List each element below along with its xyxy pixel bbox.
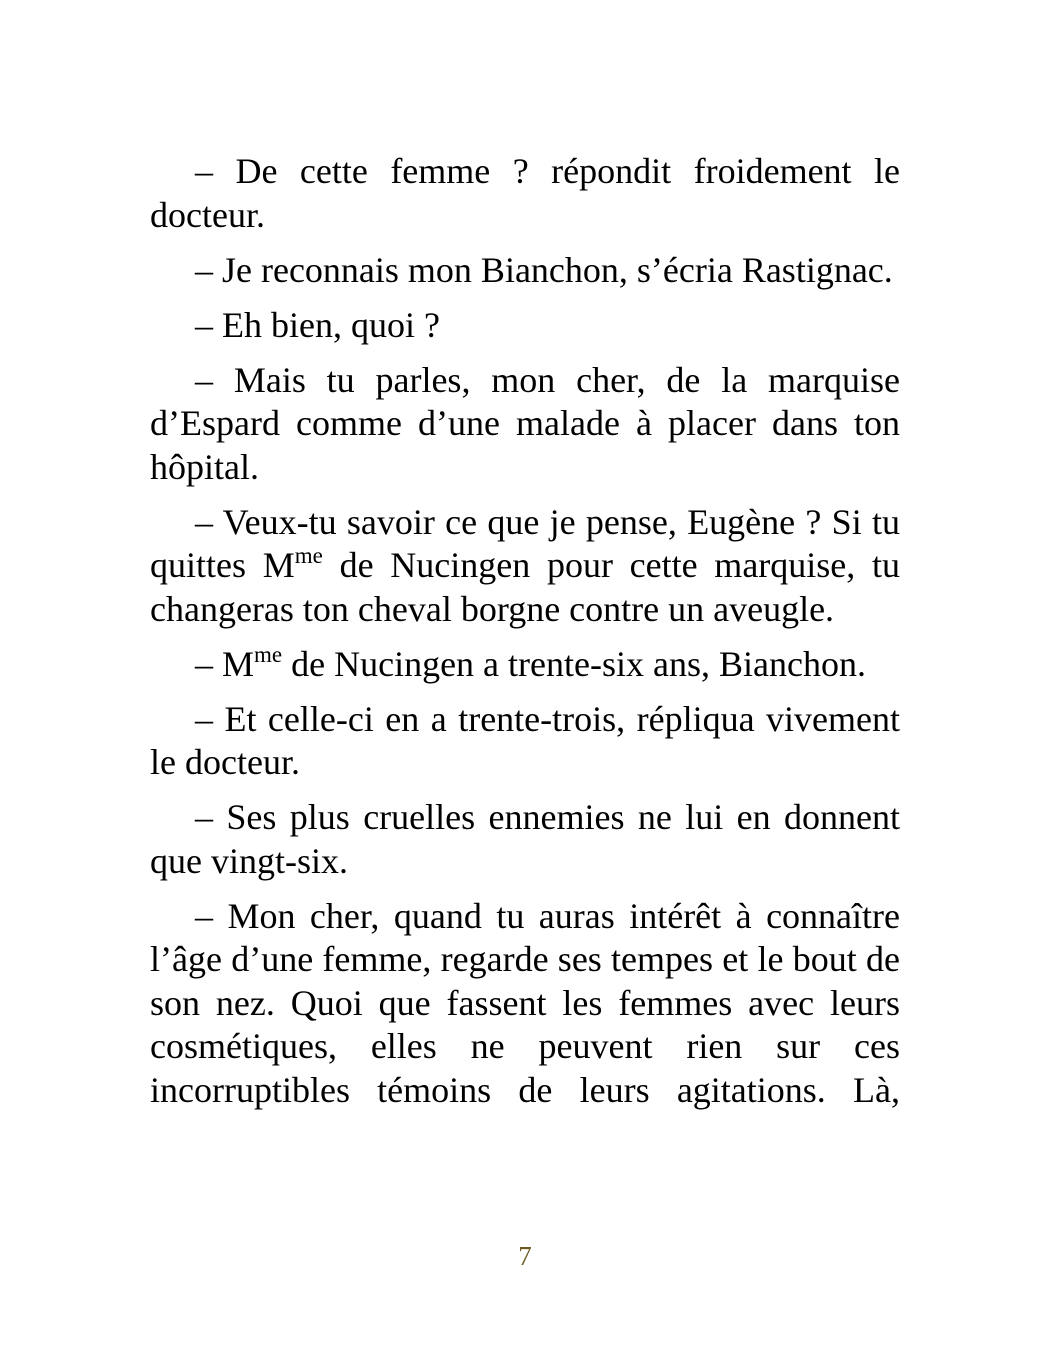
paragraph: – De cette femme ? répondit froidement le docteur. — [150, 151, 900, 235]
paragraph-text: de Nucingen pour cette marquise, tu changeras ton cheval borgne contre un aveugle. — [150, 545, 900, 629]
paragraph-text: – Veux-tu savoir ce que je pense, Eugène ? Si tu quittes M — [150, 501, 900, 585]
paragraph-text: – M — [195, 643, 255, 684]
page-number: 7 — [518, 1241, 532, 1271]
paragraph: – Je reconnais mon Bianchon, s’écria Rastignac. — [195, 249, 893, 290]
superscript-abbreviation: me — [294, 543, 323, 568]
page-body — [150, 150, 900, 1124]
paragraph: – Et celle-ci en a trente-trois, répliqua vivement le docteur. — [150, 698, 900, 782]
paragraph — [150, 643, 900, 687]
paragraph — [150, 501, 900, 632]
paragraph: – Mon cher, quand tu auras intérêt à connaître l’âge d’une femme, regarde ses tempes et le bout de son nez. Quoi que fassent les femmes avec leurs cosmétiques, elles ne peuvent rien sur ces incorruptibles témoins de leurs agitations. Là, — [150, 895, 900, 1110]
paragraph: – Mais tu parles, mon cher, de la marquise d’Espard comme d’une malade à placer dans ton hôpital. — [150, 359, 900, 487]
paragraph: – Ses plus cruelles ennemies ne lui en donnent que vingt-six. — [150, 797, 900, 881]
paragraph: – Eh bien, quoi ? — [195, 304, 440, 345]
paragraph-text: de Nucingen a trente-six ans, Bianchon. — [282, 643, 866, 684]
superscript-abbreviation: me — [254, 641, 283, 667]
